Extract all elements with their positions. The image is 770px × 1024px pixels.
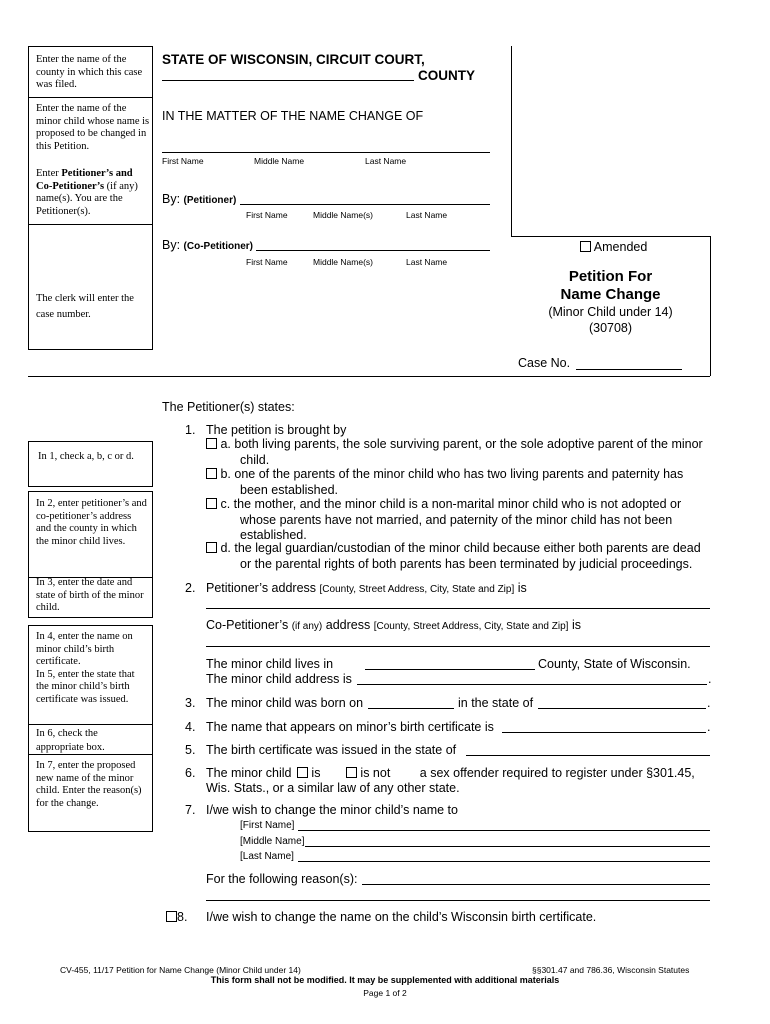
item3-text: The minor child was born on: [206, 696, 364, 710]
amended-top-border: [511, 236, 710, 237]
item1a-checkbox[interactable]: [206, 438, 217, 449]
petitioner-states: The Petitioner(s) states:: [162, 400, 295, 414]
item2-number: 2.: [185, 581, 196, 595]
matter-title: IN THE MATTER OF THE NAME CHANGE OF: [162, 109, 424, 123]
divider: [28, 724, 153, 725]
petitioner-address-line[interactable]: [206, 608, 710, 609]
case-no-label: Case No.: [518, 356, 571, 370]
item6-line1: The minor child is is not a sex offender required to register under §301.45,: [206, 766, 695, 780]
item1-number: 1.: [185, 423, 196, 437]
copetitioner-address-line[interactable]: [206, 646, 710, 647]
petitioner-middle-name-label: Middle Name(s): [313, 210, 373, 220]
item1b-checkbox[interactable]: [206, 468, 217, 479]
county-state-label: County, State of Wisconsin.: [538, 657, 691, 671]
item6-is-checkbox[interactable]: [297, 767, 308, 778]
form-code: (30708): [588, 321, 633, 335]
birth-state-line[interactable]: [538, 708, 706, 709]
instruction-box-item1: [28, 441, 153, 487]
item1d-checkbox[interactable]: [206, 542, 217, 553]
copetitioner-first-name-label: First Name: [246, 257, 288, 267]
new-first-name-line[interactable]: [298, 830, 710, 831]
copetitioner-middle-name-label: Middle Name(s): [313, 257, 373, 267]
item8-text: I/we wish to change the name on the child’s Wisconsin birth certificate.: [206, 910, 597, 924]
item1-option-a[interactable]: a. both living parents, the sole surviving parent, or the sole adoptive parent of the minor child.: [206, 437, 716, 468]
item1-option-d[interactable]: d. the legal guardian/custodian of the minor child because either both parents are dead or the parental rights of both parents has been terminated by judicial proceedings.: [206, 541, 716, 572]
footer-notice: This form shall not be modified. It may be supplemented with additional materials: [210, 975, 560, 985]
child-first-name-label: First Name: [162, 156, 204, 166]
court-title: STATE OF WISCONSIN, CIRCUIT COURT,: [162, 52, 425, 67]
item2-copetitioner-address: Co-Petitioner’s (if any) address [County, Street Address, City, State and Zip] is: [206, 618, 581, 632]
divider: [28, 224, 153, 225]
item8[interactable]: 8.: [166, 910, 187, 924]
footer-form-id: CV-455, 11/17 Petition for Name Change (Minor Child under 14): [60, 965, 301, 975]
case-no-line[interactable]: [576, 369, 682, 370]
instruction-item2: In 2, enter petitioner’s and co-petitioner’s address and the county in which the minor child lives.: [36, 498, 147, 547]
instruction-petitioners: Enter Petitioner’s and Co-Petitioner’s (if any) name(s). You are the Petitioner(s).: [36, 168, 138, 217]
reasons-line-2[interactable]: [206, 900, 710, 901]
item1c-checkbox[interactable]: [206, 498, 217, 509]
petitioner-first-name-label: First Name: [246, 210, 288, 220]
instruction-item3: In 3, enter the date and state of birth of the minor child.: [36, 577, 144, 614]
child-address-period: .: [708, 672, 712, 686]
instruction-child-name: Enter the name of the minor child whose name is proposed to be changed in this Petition.: [36, 103, 150, 152]
item3-number: 3.: [185, 696, 196, 710]
form-title-line2: Name Change: [560, 286, 661, 303]
copetitioner-last-name-label: Last Name: [406, 257, 448, 267]
instruction-county: Enter the name of the county in which this case was filed.: [36, 54, 143, 91]
child-name-line[interactable]: [162, 152, 490, 153]
item1-option-c[interactable]: c. the mother, and the minor child is a non-marital minor child who is not adopted or whose parents have not married, and paternity of the minor child has not been established.: [206, 497, 716, 544]
item1-option-b[interactable]: b. one of the parents of the minor child who has two living parents and paternity has been established.: [206, 467, 716, 498]
item6-is-not-checkbox[interactable]: [346, 767, 357, 778]
divider: [28, 97, 153, 98]
item5-text: The birth certificate was issued in the state of: [206, 743, 457, 757]
birth-date-line[interactable]: [368, 708, 454, 709]
child-middle-name-label: Middle Name: [254, 156, 305, 166]
county-label: COUNTY: [418, 68, 475, 83]
item7-text: I/we wish to change the minor child’s name to: [206, 803, 458, 817]
certificate-state-line[interactable]: [466, 755, 710, 756]
instruction-item7: In 7, enter the proposed new name of the minor child. Enter the reason(s) for the change.: [36, 760, 142, 809]
new-middle-name-line[interactable]: [305, 846, 710, 847]
county-line[interactable]: [162, 80, 414, 81]
copetitioner-name-line[interactable]: [256, 250, 490, 251]
item4-text: The name that appears on minor’s birth certificate is: [206, 720, 494, 734]
item6-number: 6.: [185, 766, 196, 780]
new-middle-name-label: [Middle Name]: [240, 836, 305, 847]
footer-statutes: §§301.47 and 786.36, Wisconsin Statutes: [532, 965, 690, 975]
child-last-name-label: Last Name: [365, 156, 407, 166]
new-last-name-line[interactable]: [298, 861, 710, 862]
instruction-items4-5: In 4, enter the name on minor child’s birth certificate. In 5, enter the state that the minor child’s birth certificate was issued.: [36, 631, 135, 705]
header-column-divider: [511, 46, 512, 236]
copetitioner-by: By: (Co-Petitioner): [162, 238, 253, 252]
header-right-border: [710, 236, 711, 376]
footer-page-number: Page 1 of 2: [363, 988, 407, 998]
item4-period: .: [707, 720, 711, 734]
item8-checkbox[interactable]: [166, 911, 177, 922]
new-first-name-label: [First Name]: [240, 820, 295, 831]
birth-certificate-name-line[interactable]: [502, 732, 706, 733]
child-address-line[interactable]: [357, 684, 707, 685]
amended-checkbox[interactable]: [580, 241, 591, 252]
item6-line2: Wis. Stats., or a similar law of any other state.: [206, 781, 460, 795]
item5-number: 5.: [185, 743, 196, 757]
item1-text: The petition is brought by: [206, 423, 347, 437]
child-county-line[interactable]: [365, 669, 535, 670]
petitioner-last-name-label: Last Name: [406, 210, 448, 220]
item3-state-label: in the state of: [458, 696, 534, 710]
petitioner-name-line[interactable]: [240, 204, 490, 205]
petitioner-by: By: (Petitioner): [162, 192, 237, 206]
instruction-clerk: The clerk will enter the case number.: [36, 293, 134, 320]
item3-period: .: [707, 696, 711, 710]
instruction-item1: In 1, check a, b, c or d.: [38, 451, 134, 462]
child-lives-label: The minor child lives in: [206, 657, 334, 671]
form-title-line1: Petition For: [568, 268, 653, 285]
new-last-name-label: [Last Name]: [240, 851, 294, 862]
reasons-label: For the following reason(s):: [206, 872, 358, 886]
item4-number: 4.: [185, 720, 196, 734]
item2-petitioner-address: Petitioner’s address [County, Street Address, City, State and Zip] is: [206, 581, 527, 595]
form-subtitle: (Minor Child under 14): [548, 305, 673, 319]
reasons-line-1[interactable]: [362, 884, 710, 885]
header-bottom-border: [28, 376, 710, 377]
child-address-label: The minor child address is: [206, 672, 352, 686]
instruction-item6: In 6, check the appropriate box.: [36, 728, 105, 753]
item7-number: 7.: [185, 803, 196, 817]
amended-option[interactable]: Amended: [580, 240, 647, 254]
